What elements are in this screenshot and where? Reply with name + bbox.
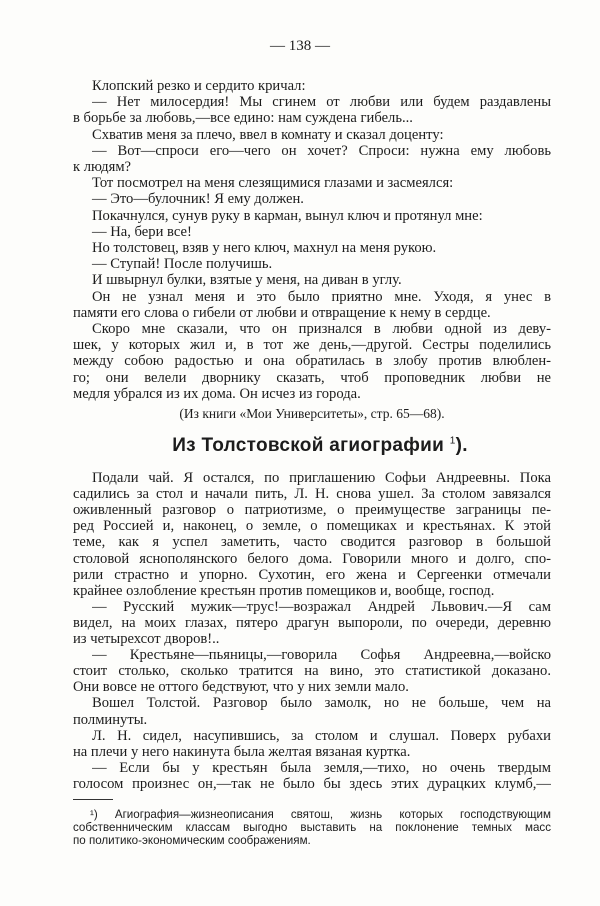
heading-title: Из Толстовской агиографии bbox=[172, 435, 445, 456]
text-line: между собою радостью и она обратилась в злобу против влюблен- bbox=[73, 353, 551, 370]
text-line: памяти его слова о гибели от любви и отвращение к нему в сердце. bbox=[73, 304, 491, 321]
text-line: Схватив меня за плечо, ввел в комнату и сказал доценту: bbox=[92, 126, 444, 143]
text-line: теме, как я успел заметить, часто сводится разговор в большой bbox=[73, 534, 551, 551]
text-line: голосом произнес он,—так не было бы здесь этих дурацких клумб,— bbox=[73, 775, 551, 792]
text-line: оживленный разговор о патриотизме, о преимуществе заграницы пе- bbox=[73, 502, 551, 519]
footnote-ref[interactable]: 1 bbox=[449, 435, 456, 447]
text-line: на плечи у него накинута была желтая вязаная куртка. bbox=[73, 743, 411, 760]
text-line: Вошел Толстой. Разговор было замолк, но не больше, чем на bbox=[92, 695, 551, 712]
text-line: Они вовсе не оттого бедствуют, что у них земли мало. bbox=[73, 679, 409, 696]
text-line: к людям? bbox=[73, 159, 132, 175]
text-line: столовой яснополянского белого дома. Говорили много и долго, спо- bbox=[73, 550, 551, 567]
footnote-line: ¹) Агиография—жизнеописания святош, жизнь которых господствующим bbox=[90, 808, 551, 821]
footnote-line: по политико-экономическим соображениям. bbox=[73, 833, 311, 847]
text-line: Тот посмотрел на меня слезящимися глазами и засмеялся: bbox=[92, 175, 454, 192]
text-line: из четырехсот дворов!.. bbox=[73, 631, 220, 647]
text-line: — Крестьяне—пьяницы,—говорила Софья Андреевна,—войско bbox=[92, 647, 551, 664]
text-line: — Русский мужик—трус!—возражал Андрей Львович.—Я сам bbox=[92, 598, 551, 615]
text-line: Он не узнал меня и это было приятно мне. Уходя, я унес в bbox=[92, 288, 551, 305]
text-line: стоит столько, сколько тратится на вино, это статистикой доказано. bbox=[73, 663, 551, 680]
text-line: — Нет милосердия! Мы сгинем от любви или будем раздавлены bbox=[92, 94, 551, 111]
text-line: ред Россией и, наконец, о земле, о помещиках и крестьянах. К этой bbox=[73, 518, 551, 535]
text-line: Клопский резко и сердито кричал: bbox=[92, 78, 306, 94]
text-line: крайнее озлобление крестьян против помещиков и, вообще, господ. bbox=[73, 582, 495, 599]
source-citation: (Из книги «Мои Университеты», стр. 65—68). bbox=[179, 406, 445, 421]
text-line: медля убрался из их дома. Он исчез из города. bbox=[73, 385, 361, 402]
text-line: Скоро мне сказали, что он признался в любви одной из деву- bbox=[92, 321, 551, 337]
heading-tail: ). bbox=[455, 435, 468, 456]
section-heading bbox=[0, 435, 600, 457]
text-line: в борьбе за любовь,—все едино: нам суждена гибель... bbox=[73, 110, 413, 127]
footnote-line: собственническим классам выгодно выставить на поклонение темных масс bbox=[73, 820, 551, 834]
text-line: рили страстно и упорно. Сухотин, его жена и Сергеенки отмечали bbox=[73, 566, 551, 583]
text-line: — Ступай! После получишь. bbox=[92, 256, 273, 273]
text-line: Л. Н. сидел, насупившись, за столом и слушал. Поверх рубахи bbox=[92, 727, 551, 744]
page-number: — 138 — bbox=[270, 38, 330, 54]
text-line: Подали чай. Я остался, по приглашению Софьи Андреевны. Пока bbox=[92, 470, 551, 486]
text-line: го; они велели дворнику сказать, чтоб проповедник любви не bbox=[73, 369, 551, 386]
text-line: — Если бы у крестьян была земля,—тихо, но очень твердым bbox=[92, 759, 551, 776]
text-line: Но толстовец, взяв у него ключ, махнул на меня рукою. bbox=[92, 240, 437, 256]
text-line: — На, бери все! bbox=[92, 223, 192, 240]
text-line: — Вот—спроси его—чего он хочет? Спроси: нужна ему любовь bbox=[92, 142, 551, 159]
text-line: — Это—булочник! Я ему должен. bbox=[92, 191, 304, 208]
text-line: И швырнул булки, взятые у меня, на диван в углу. bbox=[92, 272, 402, 289]
text-line: садились за стол и начали пить, Л. Н. снова ушел. За столом завязался bbox=[73, 486, 551, 503]
text-line: видел, на моих глазах, пятеро драгун выпороли, по очереди, деревню bbox=[73, 614, 551, 631]
footnote-divider bbox=[73, 799, 113, 800]
text-line: Покачнулся, сунув руку в карман, вынул ключ и протянул мне: bbox=[92, 207, 483, 224]
text-line: шек, у которых жил и, в тот же день,—другой. Сестры поделились bbox=[73, 337, 551, 354]
text-line: полминуты. bbox=[73, 711, 148, 728]
